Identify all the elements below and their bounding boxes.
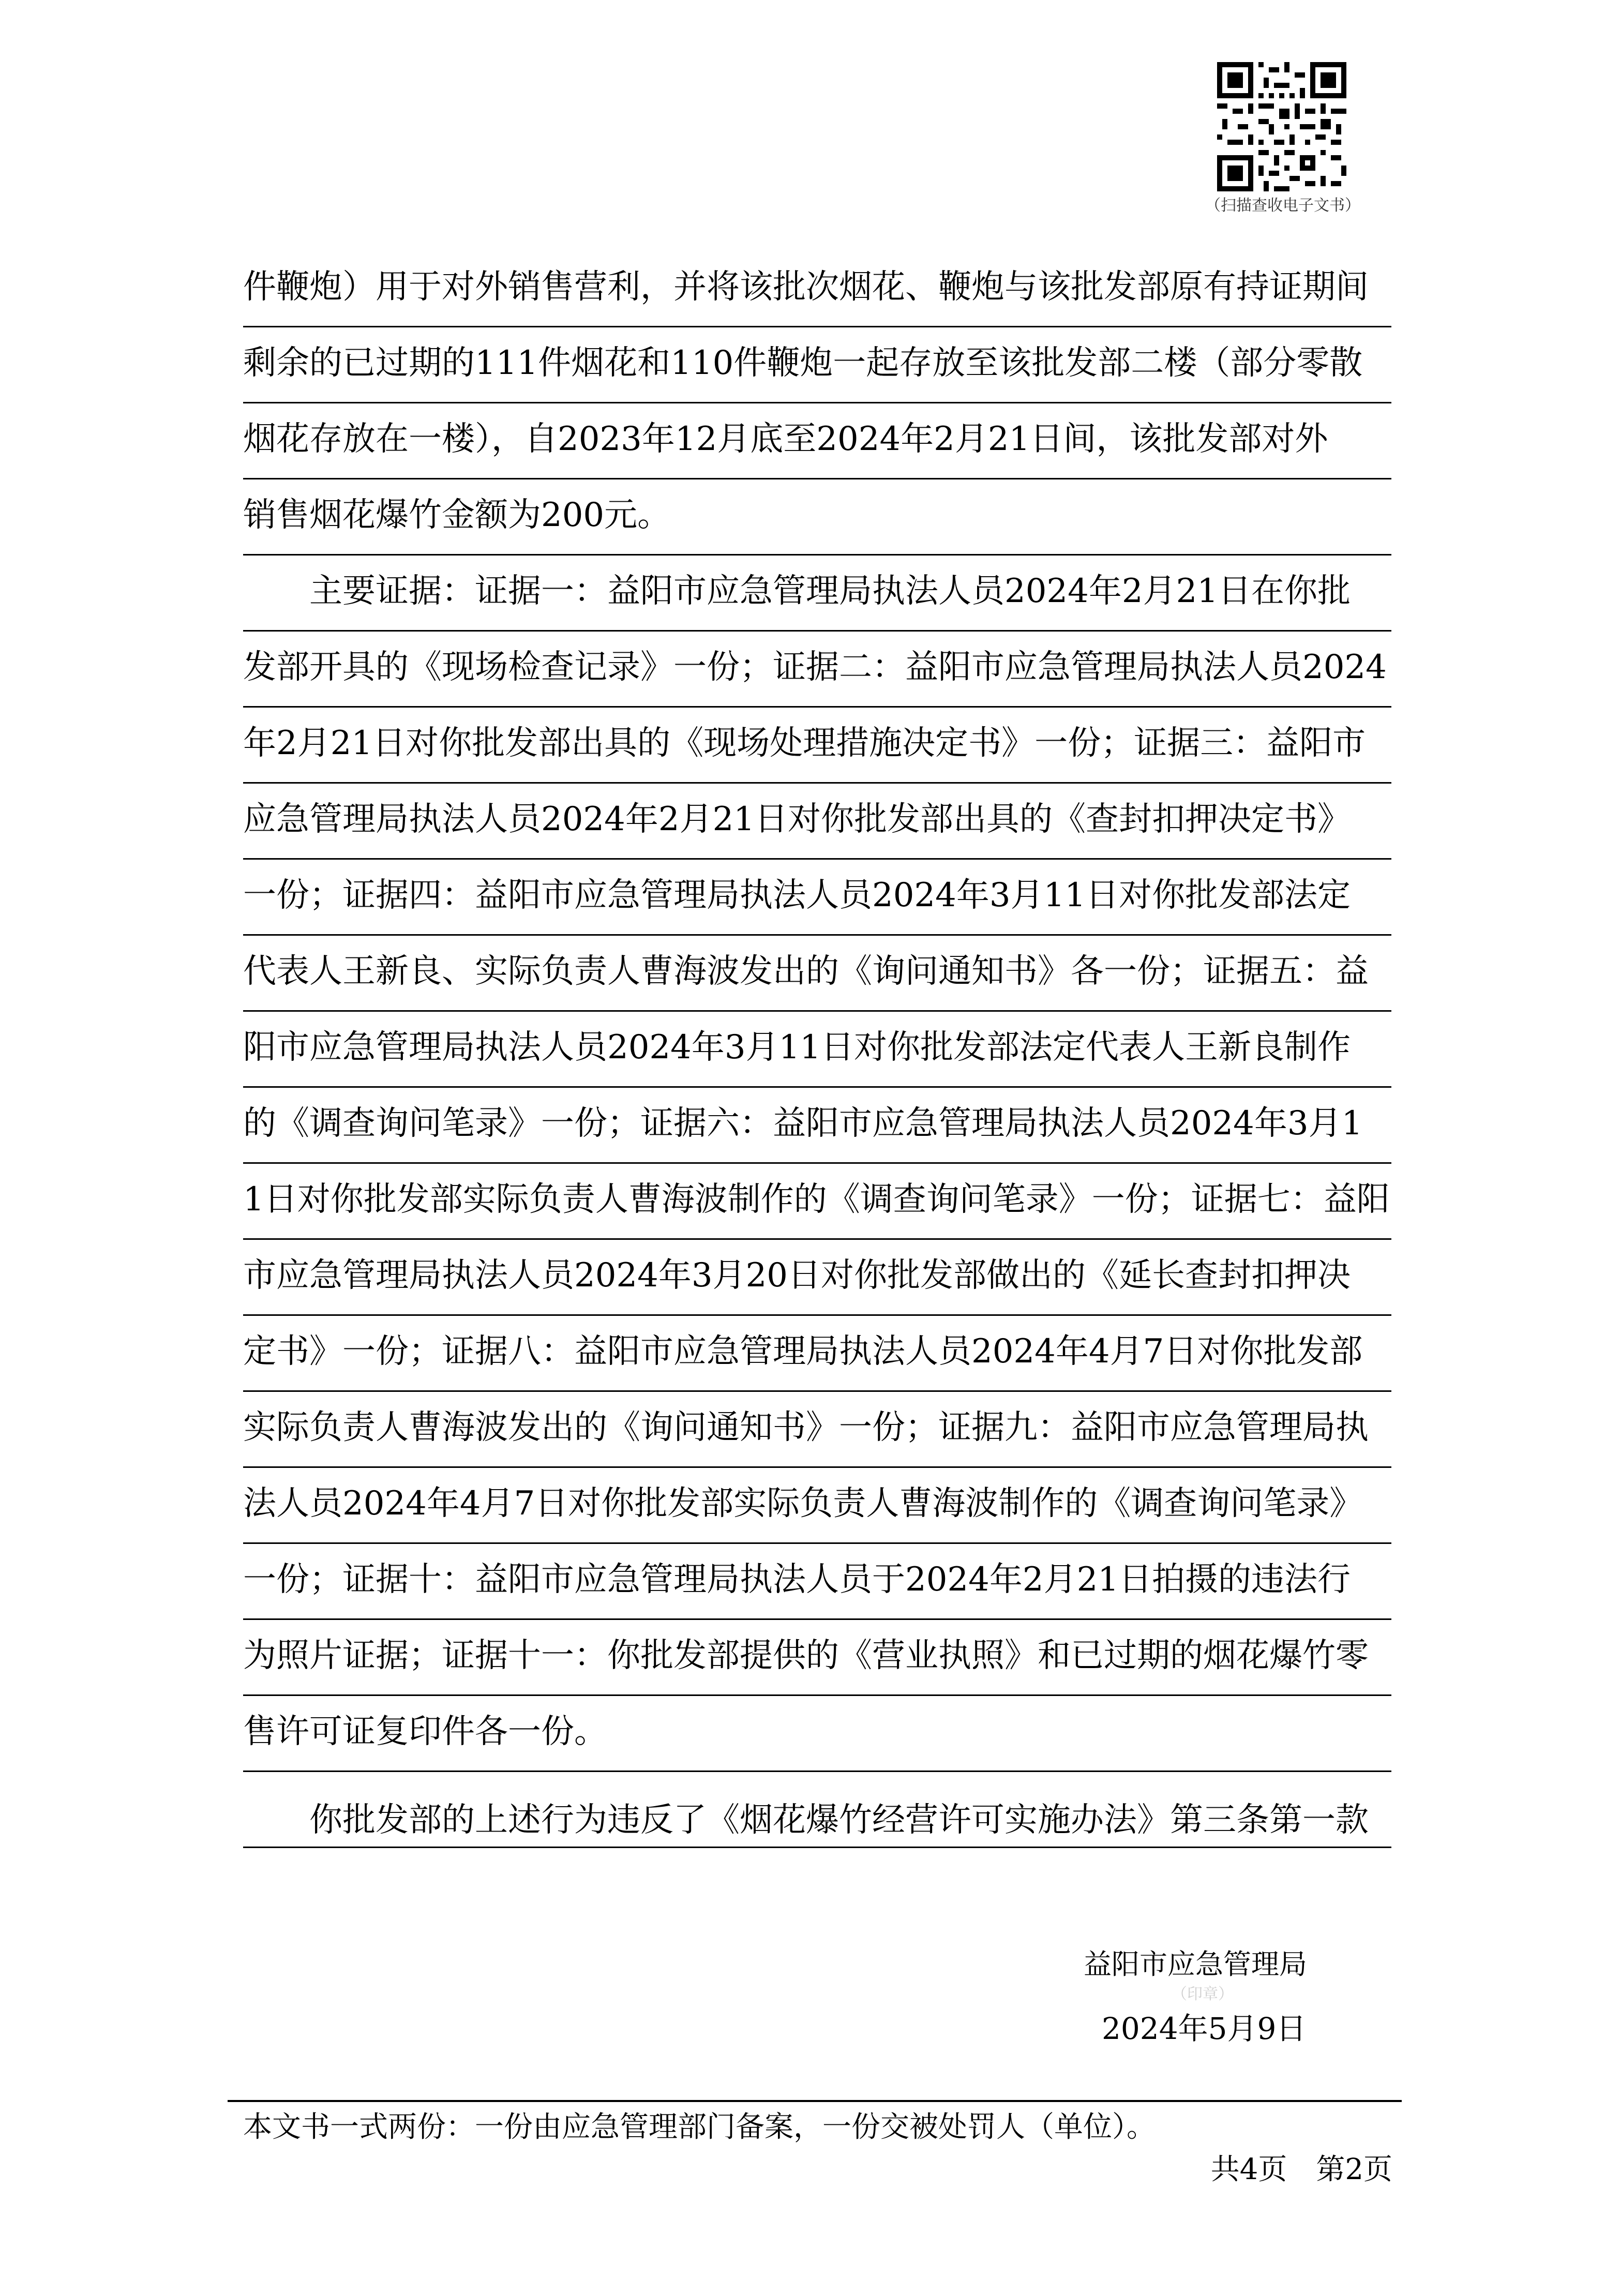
issue-date: 2024年5月9日 [1102,2011,1307,2046]
ruled-line [243,1542,1391,1544]
ruled-line [243,706,1391,708]
page-number: 共4页 第2页 [1210,2153,1392,2186]
text-line: 1日对你批发部实际负责人曹海波制作的《调查询问笔录》一份；证据七：益阳 [243,1180,1390,1219]
footer-note: 本文书一式两份：一份由应急管理部门备案，一份交被处罚人（单位）。 [243,2110,1156,2144]
ruled-line [243,554,1391,556]
ruled-line [243,782,1391,784]
ruled-line [243,1770,1391,1772]
text-line: 发部开具的《现场检查记录》一份；证据二：益阳市应急管理局执法人员2024 [243,648,1387,686]
text-line: 定书》一份；证据八：益阳市应急管理局执法人员2024年4月7日对你批发部 [243,1332,1363,1371]
ruled-line [243,1618,1391,1620]
ruled-line [243,1466,1391,1468]
text-line: 市应急管理局执法人员2024年3月20日对你批发部做出的《延长查封扣押决 [243,1256,1351,1295]
issuing-authority: 益阳市应急管理局 [1084,1948,1307,1980]
ruled-line [243,1314,1391,1316]
text-line: 法人员2024年4月7日对你批发部实际负责人曹海波制作的《调查询问笔录》 [243,1484,1363,1523]
qr-caption: （扫描查收电子文书） [1205,197,1360,215]
text-line: 主要证据：证据一：益阳市应急管理局执法人员2024年2月21日在你批 [243,572,1351,610]
qr-code-graphic [1217,62,1346,191]
footer-divider [228,2100,1402,2102]
text-line: 一份；证据四：益阳市应急管理局执法人员2024年3月11日对你批发部法定 [243,876,1351,914]
ruled-line [243,1694,1391,1696]
text-line: 阳市应急管理局执法人员2024年3月11日对你批发部法定代表人王新良制作 [243,1028,1351,1067]
ruled-line [243,858,1391,860]
text-line: 剩余的已过期的111件烟花和110件鞭炮一起存放至该批发部二楼（部分零散 [243,344,1363,382]
text-line: 你批发部的上述行为违反了《烟花爆竹经营许可实施办法》第三条第一款 [243,1801,1369,1839]
ruled-line [243,1390,1391,1392]
ruled-line [243,934,1391,936]
ruled-line [243,1086,1391,1088]
ruled-line [243,326,1391,327]
qr-code [1217,62,1346,191]
ruled-line [243,478,1391,479]
ruled-line [243,1847,1391,1848]
text-line: 实际负责人曹海波发出的《询问通知书》一份；证据九：益阳市应急管理局执 [243,1408,1369,1447]
text-line: 年2月21日对你批发部出具的《现场处理措施决定书》一份；证据三：益阳市 [243,724,1366,762]
ruled-line [243,1162,1391,1164]
text-line: 为照片证据；证据十一：你批发部提供的《营业执照》和已过期的烟花爆竹零 [243,1637,1369,1675]
text-line: 件鞭炮）用于对外销售营利，并将该批次烟花、鞭炮与该批发部原有持证期间 [243,268,1369,306]
ruled-line [243,1238,1391,1240]
seal-placeholder: （印章） [1172,1985,1234,2003]
text-line: 代表人王新良、实际负责人曹海波发出的《询问通知书》各一份；证据五：益 [243,952,1369,991]
text-line: 的《调查询问笔录》一份；证据六：益阳市应急管理局执法人员2024年3月1 [243,1104,1363,1143]
text-line: 烟花存放在一楼），自2023年12月底至2024年2月21日间，该批发部对外 [243,420,1328,458]
text-line: 应急管理局执法人员2024年2月21日对你批发部出具的《查封扣押决定书》 [243,800,1351,838]
ruled-line [243,630,1391,632]
text-line: 销售烟花爆竹金额为200元。 [243,496,671,534]
text-line: 一份；证据十：益阳市应急管理局执法人员于2024年2月21日拍摄的违法行 [243,1560,1351,1599]
ruled-line [243,1010,1391,1012]
text-line: 售许可证复印件各一份。 [243,1713,607,1751]
ruled-line [243,402,1391,403]
